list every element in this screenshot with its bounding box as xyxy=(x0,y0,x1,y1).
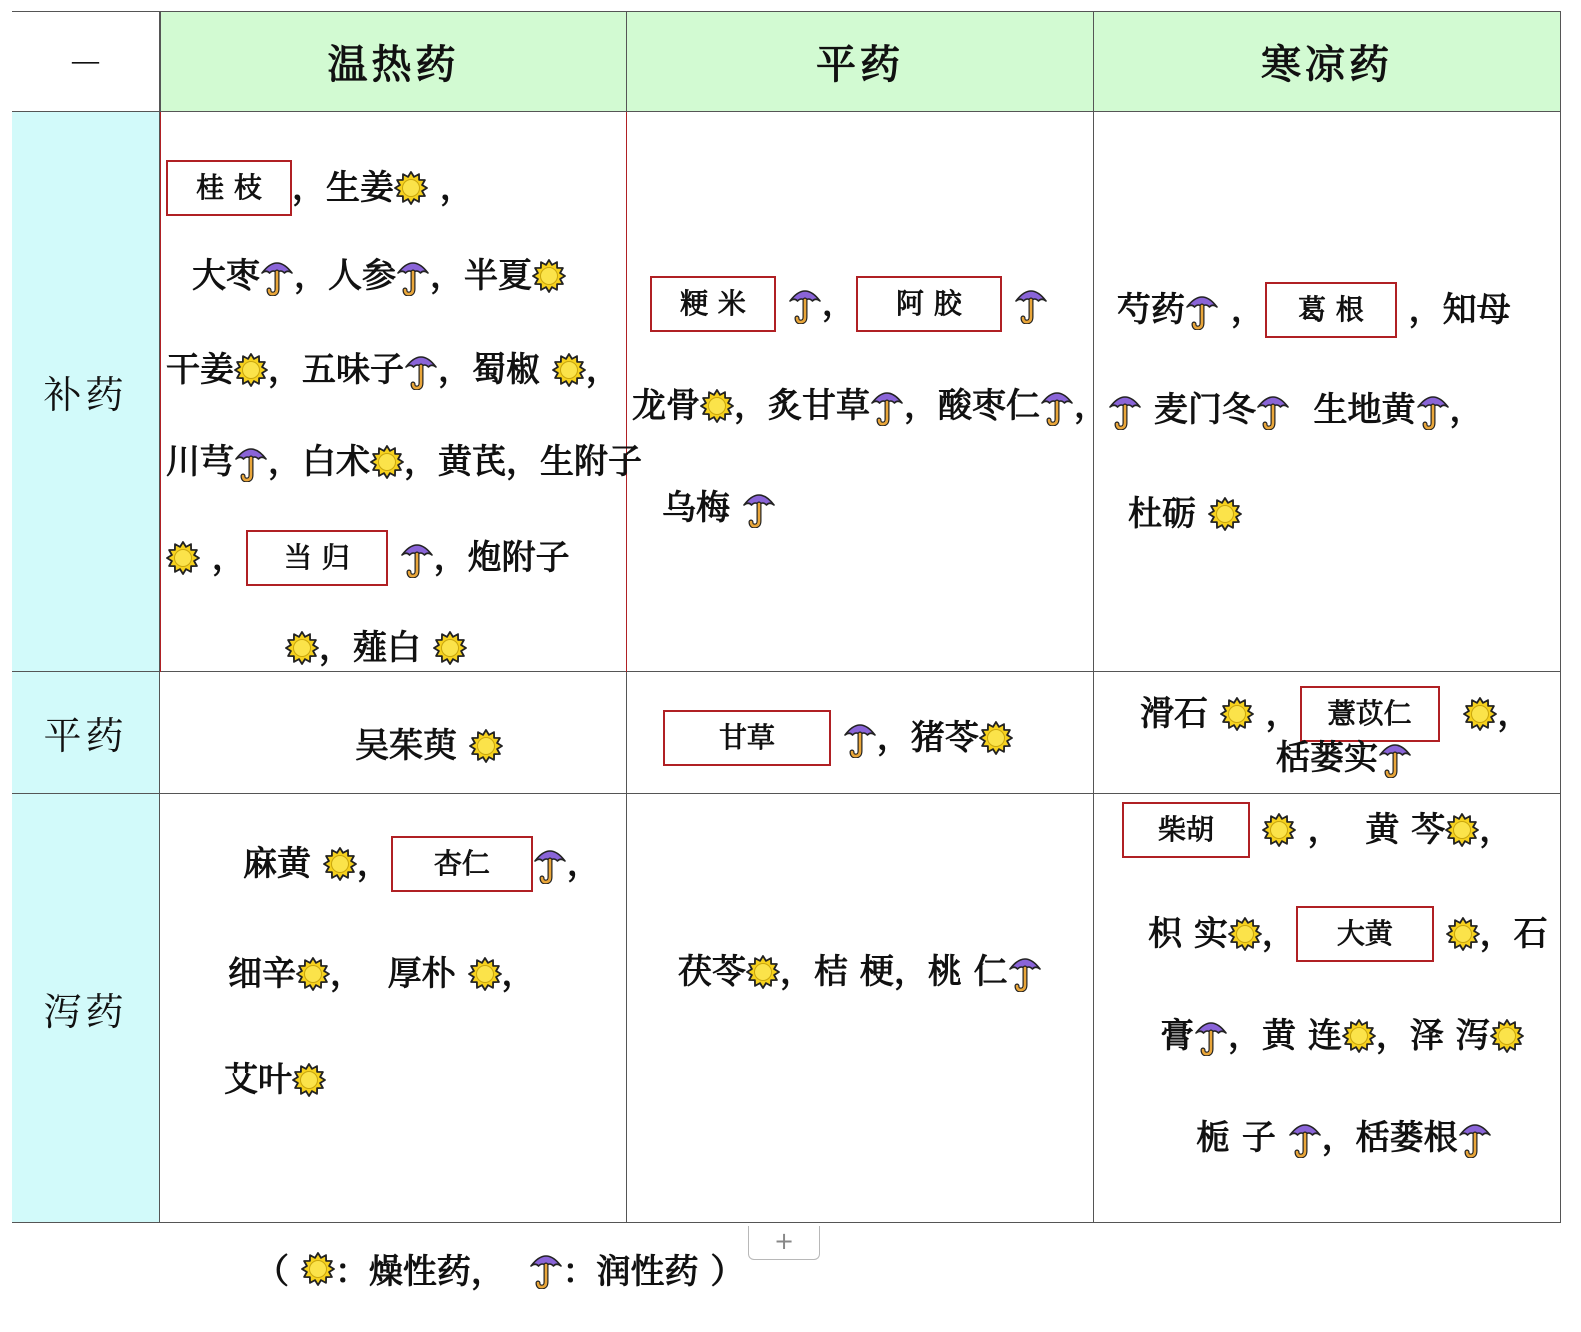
herb-text: ，泽 泻 xyxy=(1375,1016,1490,1056)
legend xyxy=(255,1244,744,1293)
legend-dry-label: ：燥性药， xyxy=(334,1252,505,1292)
cell-line xyxy=(166,438,642,482)
herb-text: ， xyxy=(501,954,536,994)
cell-line xyxy=(285,624,467,668)
herb-text: ， xyxy=(585,350,620,390)
herb-text: 细辛 xyxy=(228,954,296,994)
umbrella-icon xyxy=(400,538,434,578)
herb-text: ， xyxy=(566,844,601,884)
herb-text: 膏 xyxy=(1160,1016,1194,1056)
cell-line xyxy=(1140,686,1532,734)
cell-line xyxy=(1108,386,1484,430)
umbrella-icon xyxy=(1458,1118,1492,1158)
herb-text: 大枣 xyxy=(192,256,260,296)
herb-text: ， xyxy=(1261,914,1296,954)
herb-text: ，五味子 xyxy=(268,350,404,390)
umbrella-icon xyxy=(533,844,567,884)
row-header-neutral-label: 平药 xyxy=(43,714,128,758)
umbrella-icon xyxy=(788,284,822,324)
herb-text: 杜砺 xyxy=(1128,494,1208,534)
herb-text: ，栝蒌根 xyxy=(1321,1118,1458,1158)
cell-line xyxy=(1160,1012,1524,1056)
boxed-herb-label: 薏苡仁 xyxy=(1300,686,1440,742)
herb-text: 吴茱萸 xyxy=(355,726,469,766)
herb-text: ，桔 梗，桃 仁 xyxy=(780,952,1008,992)
umbrella-icon xyxy=(260,256,294,296)
cell-line xyxy=(166,530,570,578)
sun-icon xyxy=(394,168,428,208)
boxed-herb-label: 柴胡 xyxy=(1122,802,1250,858)
cell-line xyxy=(166,346,620,390)
corner-cell xyxy=(12,11,160,112)
herb-text xyxy=(1434,914,1446,954)
header-neutral xyxy=(627,11,1094,112)
umbrella-icon xyxy=(396,256,430,296)
cell-line xyxy=(1122,802,1514,850)
herb-text: 川芎 xyxy=(166,442,234,482)
cell-line xyxy=(678,948,1042,992)
herb-text: 麻黄 xyxy=(243,844,323,884)
herb-text: ，人参 xyxy=(294,256,396,296)
herb-text: 干姜 xyxy=(166,350,234,390)
herb-text: ，白术 xyxy=(268,442,370,482)
herb-text: 栀 子 xyxy=(1196,1118,1288,1158)
herb-text: 艾叶 xyxy=(224,1060,292,1100)
cell-line xyxy=(243,836,601,884)
herb-text xyxy=(1250,810,1262,850)
umbrella-icon xyxy=(1040,386,1074,426)
boxed-herb-label: 大黄 xyxy=(1296,906,1434,962)
sun-icon xyxy=(1445,810,1479,850)
sun-icon xyxy=(1262,810,1296,850)
umbrella-icon xyxy=(1194,1016,1228,1056)
herb-text xyxy=(388,538,400,578)
sun-icon xyxy=(1490,1016,1524,1056)
row-header-purge-label: 泻药 xyxy=(43,989,128,1034)
sun-icon xyxy=(433,628,467,668)
cell-line xyxy=(662,484,776,528)
row-header-neutral xyxy=(12,672,160,794)
umbrella-icon xyxy=(1014,284,1048,324)
umbrella-icon xyxy=(234,442,268,482)
herb-text: ， xyxy=(821,284,856,324)
herb-text: ，炮附子 xyxy=(433,538,570,578)
sun-icon xyxy=(234,350,268,390)
herb-text: ，黄芪，生附子 xyxy=(404,442,642,482)
umbrella-icon xyxy=(870,386,904,426)
cell-line xyxy=(1117,282,1511,330)
sun-icon xyxy=(979,718,1013,758)
row-header-purge xyxy=(12,794,160,1223)
sun-icon xyxy=(1208,494,1242,534)
herb-text: ， xyxy=(1219,290,1265,330)
header-warm-label: 温热药 xyxy=(327,41,460,88)
legend-open: （ xyxy=(255,1252,301,1292)
herb-text: 龙骨 xyxy=(632,386,700,426)
cell-line xyxy=(224,1056,326,1100)
herb-text: 栝蒌实 xyxy=(1276,738,1378,778)
herb-text: ， xyxy=(428,168,474,208)
herb-text: 茯苓 xyxy=(678,952,746,992)
boxed-herb-label: 当 归 xyxy=(246,530,388,586)
herb-text: ， xyxy=(356,844,391,884)
herb-text xyxy=(776,284,788,324)
herb-text xyxy=(1002,284,1014,324)
umbrella-icon xyxy=(843,718,877,758)
sun-icon xyxy=(468,954,502,994)
herb-text: ，炙甘草 xyxy=(734,386,870,426)
cell-line xyxy=(166,160,474,208)
legend-moist-label: ：润性药 xyxy=(562,1252,699,1292)
header-warm xyxy=(160,11,627,112)
boxed-herb-label: 粳 米 xyxy=(650,276,776,332)
umbrella-icon xyxy=(404,350,438,390)
herb-text: ，酸枣仁 xyxy=(904,386,1040,426)
cell-line xyxy=(1128,490,1242,534)
herb-text: 滑石 xyxy=(1140,694,1220,734)
herb-text: 生姜 xyxy=(326,168,394,208)
boxed-herb-label: 杏仁 xyxy=(391,836,533,892)
umbrella-icon xyxy=(1108,390,1142,430)
sun-icon xyxy=(166,538,200,578)
umbrella-icon xyxy=(1008,952,1042,992)
herb-text: ，半夏 xyxy=(430,256,532,296)
umbrella-icon xyxy=(1185,290,1219,330)
boxed-herb-label: 葛 根 xyxy=(1265,282,1397,338)
sun-icon xyxy=(532,256,566,296)
header-cold xyxy=(1094,11,1561,112)
sun-icon xyxy=(1463,694,1497,734)
herb-text: ，石 xyxy=(1479,914,1548,954)
umbrella-icon xyxy=(529,1249,563,1289)
boxed-herb-label: 桂 枝 xyxy=(166,160,292,216)
umbrella-icon xyxy=(1416,390,1450,430)
herb-text: ， 厚朴 xyxy=(330,954,468,994)
add-button[interactable]: + xyxy=(748,1226,820,1260)
sun-icon xyxy=(292,1060,326,1100)
herb-text: ， xyxy=(1449,390,1484,430)
cell-line xyxy=(192,252,566,296)
sun-icon xyxy=(370,442,404,482)
cell-purge-cold xyxy=(1094,794,1561,1223)
herb-text: 芍药 xyxy=(1117,290,1185,330)
sun-icon xyxy=(552,350,586,390)
sun-icon xyxy=(296,954,330,994)
corner-label: － xyxy=(67,44,104,85)
sun-icon xyxy=(1446,914,1480,954)
cell-purge-neutral xyxy=(627,794,1094,1223)
herb-text: ， xyxy=(1497,694,1532,734)
herb-text: 乌梅 xyxy=(662,488,742,528)
herb-text: ，薤白 xyxy=(319,628,433,668)
umbrella-icon xyxy=(1378,738,1412,778)
herb-text: 枳 实 xyxy=(1148,914,1228,954)
cell-line xyxy=(355,722,503,766)
herb-text: ，黄 连 xyxy=(1228,1016,1342,1056)
cell-line xyxy=(650,276,1048,324)
sun-icon xyxy=(1220,694,1254,734)
boxed-herb-label: 阿 胶 xyxy=(856,276,1002,332)
herb-text: ， 黄 芩 xyxy=(1295,810,1446,850)
sun-icon xyxy=(700,386,734,426)
herb-text: ， xyxy=(200,538,246,578)
header-cold-label: 寒凉药 xyxy=(1261,41,1393,88)
row-header-tonic xyxy=(12,112,160,672)
cell-line xyxy=(1196,1114,1492,1158)
herb-text: ， xyxy=(1479,810,1514,850)
cell-line xyxy=(663,710,1013,758)
sun-icon xyxy=(301,1249,335,1289)
herb-text xyxy=(831,718,843,758)
herb-text: ， xyxy=(1253,694,1300,734)
umbrella-icon xyxy=(1256,390,1290,430)
sun-icon xyxy=(1228,914,1262,954)
sun-icon xyxy=(323,844,357,884)
sun-icon xyxy=(469,726,503,766)
sun-icon xyxy=(746,952,780,992)
cell-line xyxy=(1148,906,1548,954)
herb-text xyxy=(1440,694,1464,734)
legend-close: ） xyxy=(698,1252,745,1292)
herb-text: ，知母 xyxy=(1396,290,1511,330)
herb-text: ，猪苓 xyxy=(876,718,979,758)
boxed-herb-label: 甘草 xyxy=(663,710,831,766)
herb-text: 麦门冬 xyxy=(1142,390,1256,430)
sun-icon xyxy=(1342,1016,1376,1056)
row-header-tonic-label: 补药 xyxy=(43,373,128,417)
herb-text: 生地黄 xyxy=(1289,390,1416,430)
herb-text: ，蜀椒 xyxy=(438,350,552,390)
herb-text: ， xyxy=(1074,386,1108,426)
sun-icon xyxy=(285,628,319,668)
cell-line xyxy=(228,950,536,994)
herb-text: ， xyxy=(292,168,326,208)
umbrella-icon xyxy=(1288,1118,1322,1158)
umbrella-icon xyxy=(742,488,776,528)
cell-line xyxy=(632,382,1108,426)
cell-line xyxy=(1276,734,1412,778)
header-neutral-label: 平药 xyxy=(816,41,904,88)
